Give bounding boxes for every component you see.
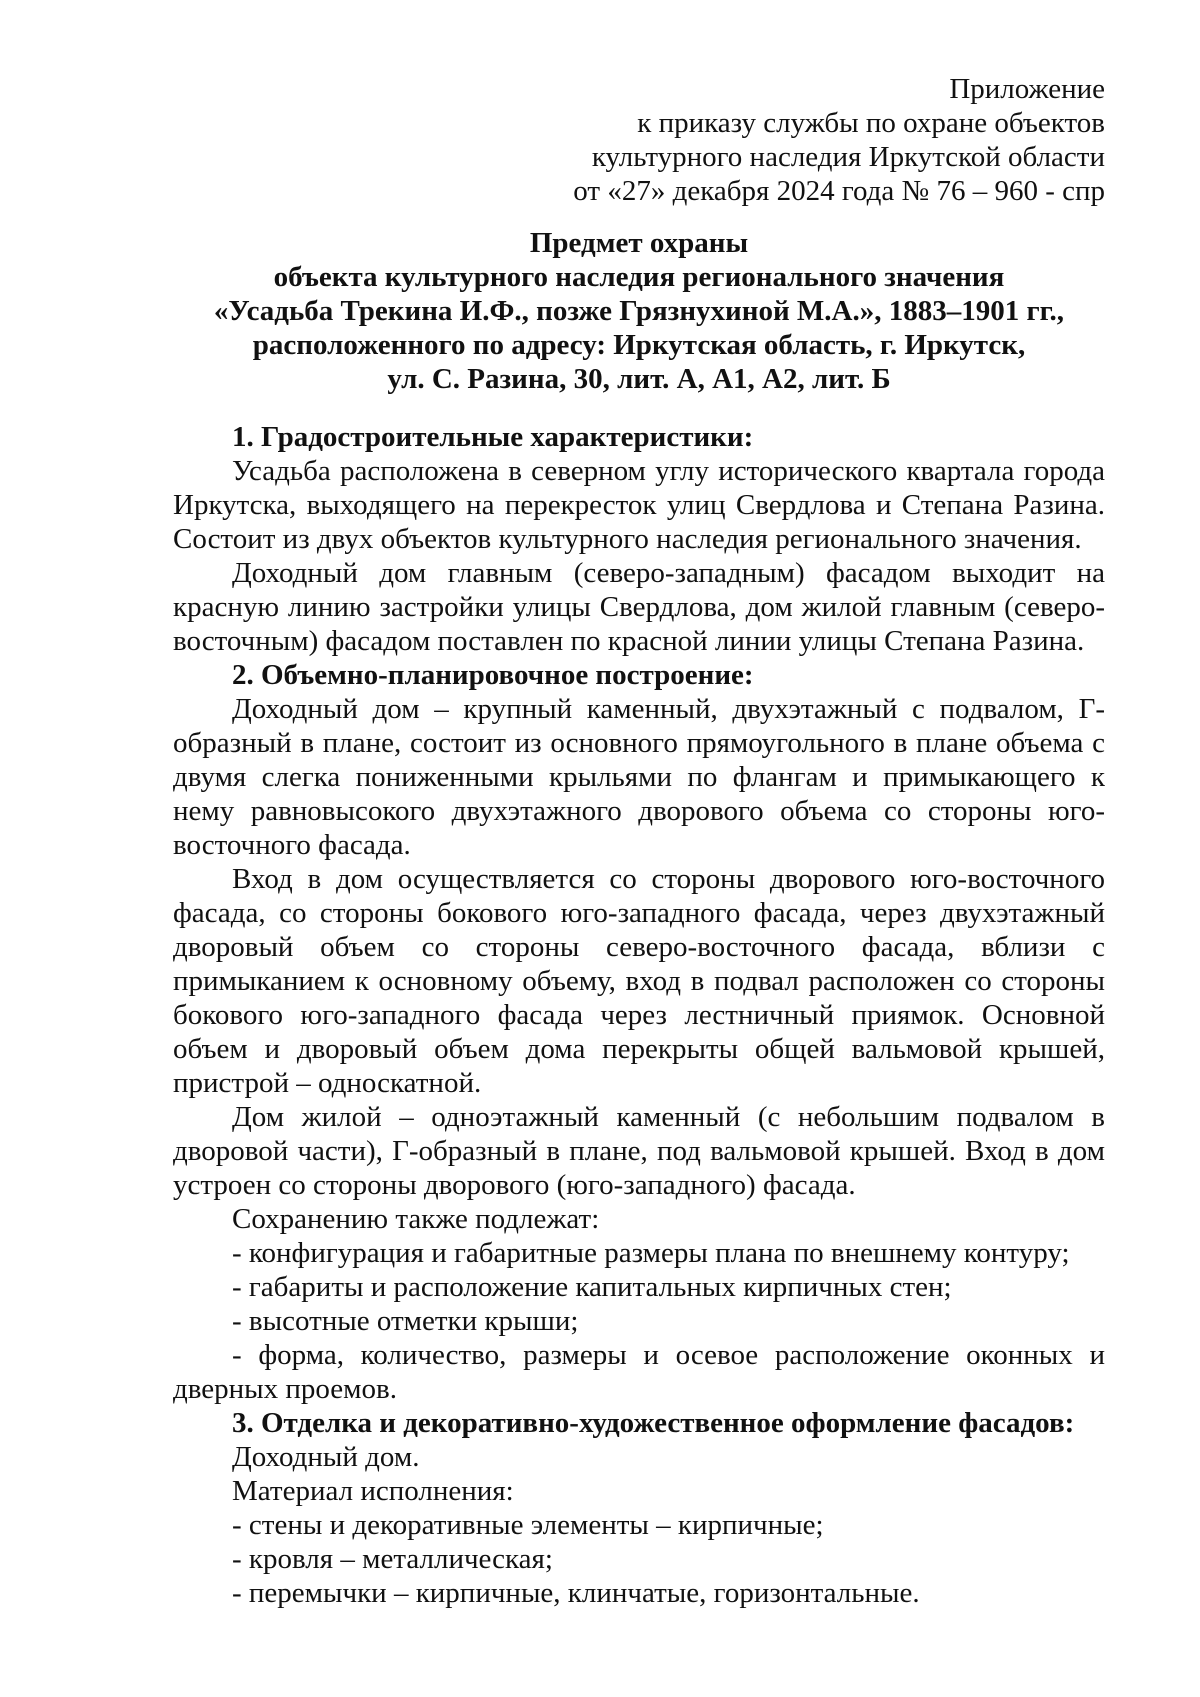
- section-3-bullet-3: - перемычки – кирпичные, клинчатые, горизонтальные.: [232, 1577, 920, 1609]
- section-2-heading: 2. Объемно-планировочное построение:: [232, 659, 754, 691]
- title-line-4: расположенного по адресу: Иркутская область, г. Иркутск,: [252, 329, 1026, 361]
- document-title: [173, 226, 1105, 396]
- appendix-line-2: к приказу службы по охране объектов: [637, 107, 1105, 139]
- section-3-paragraph-1: Доходный дом.: [232, 1441, 420, 1473]
- appendix-line-3: культурного наследия Иркутской области: [591, 141, 1105, 173]
- appendix-header: [173, 72, 1105, 208]
- section-3-heading: 3. Отделка и декоративно-художественное оформление фасадов:: [232, 1407, 1075, 1439]
- section-3-bullet-2: - кровля – металлическая;: [232, 1543, 553, 1575]
- title-line-5: ул. С. Разина, 30, лит. А, А1, А2, лит. Б: [387, 363, 891, 395]
- section-1-heading: 1. Градостроительные характеристики:: [232, 421, 754, 453]
- appendix-line-4: от «27» декабря 2024 года № 76 – 960 - спр: [573, 175, 1105, 207]
- title-line-1: Предмет охраны: [529, 227, 749, 259]
- section-facade-finishing: [173, 1406, 1105, 1610]
- section-1-paragraph-2: Доходный дом главным (северо-западным) фасадом выходит на красную линию застройки улицы Свердлова, дом жилой главным (северо-восточным) фасадом поставлен по красной линии улицы Степана Разина.: [173, 557, 1105, 657]
- section-2-paragraph-4: Сохранению также подлежат:: [232, 1203, 600, 1235]
- document-page: [173, 72, 1105, 1610]
- title-line-3: «Усадьба Трекина И.Ф., позже Грязнухиной М.А.», 1883–1901 гг.,: [213, 295, 1065, 327]
- section-urban-planning: [173, 420, 1105, 658]
- section-2-bullet-4: - форма, количество, размеры и осевое расположение оконных и дверных проемов.: [173, 1339, 1105, 1405]
- section-spatial-planning: [173, 658, 1105, 1406]
- section-2-paragraph-2: Вход в дом осуществляется со стороны дворового юго-восточного фасада, со стороны бокового юго-западного фасада, через двухэтажный дворовый объем со стороны северо-восточного фасада, вблизи с примыканием к основному объему, вход в подвал расположен со стороны бокового юго-западного фасада через лестничный приямок. Основной объем и дворовый объем дома перекрыты общей вальмовой крышей, пристрой – односкатной.: [173, 863, 1105, 1099]
- section-3-bullet-1: - стены и декоративные элементы – кирпичные;: [232, 1509, 824, 1541]
- section-2-paragraph-3: Дом жилой – одноэтажный каменный (с небольшим подвалом в дворовой части), Г-образный в плане, под вальмовой крышей. Вход в дом устроен со стороны дворового (юго-западного) фасада.: [173, 1101, 1105, 1201]
- section-1-paragraph-1: Усадьба расположена в северном углу исторического квартала города Иркутска, выходящего на перекресток улиц Свердлова и Степана Разина. Состоит из двух объектов культурного наследия регионального значения.: [173, 455, 1105, 555]
- section-2-paragraph-1: Доходный дом – крупный каменный, двухэтажный с подвалом, Г-образный в плане, состоит из основного прямоугольного в плане объема с двумя слегка пониженными крыльями по флангам и примыкающего к нему равновысокого двухэтажного дворового объема со стороны юго-восточного фасада.: [173, 693, 1105, 861]
- title-line-2: объекта культурного наследия регионального значения: [273, 261, 1005, 293]
- section-2-bullet-2: - габариты и расположение капитальных кирпичных стен;: [232, 1271, 952, 1303]
- section-2-bullet-3: - высотные отметки крыши;: [232, 1305, 579, 1337]
- section-2-bullet-1: - конфигурация и габаритные размеры плана по внешнему контуру;: [232, 1237, 1070, 1269]
- appendix-line-1: Приложение: [949, 73, 1105, 105]
- section-3-paragraph-2: Материал исполнения:: [232, 1475, 514, 1507]
